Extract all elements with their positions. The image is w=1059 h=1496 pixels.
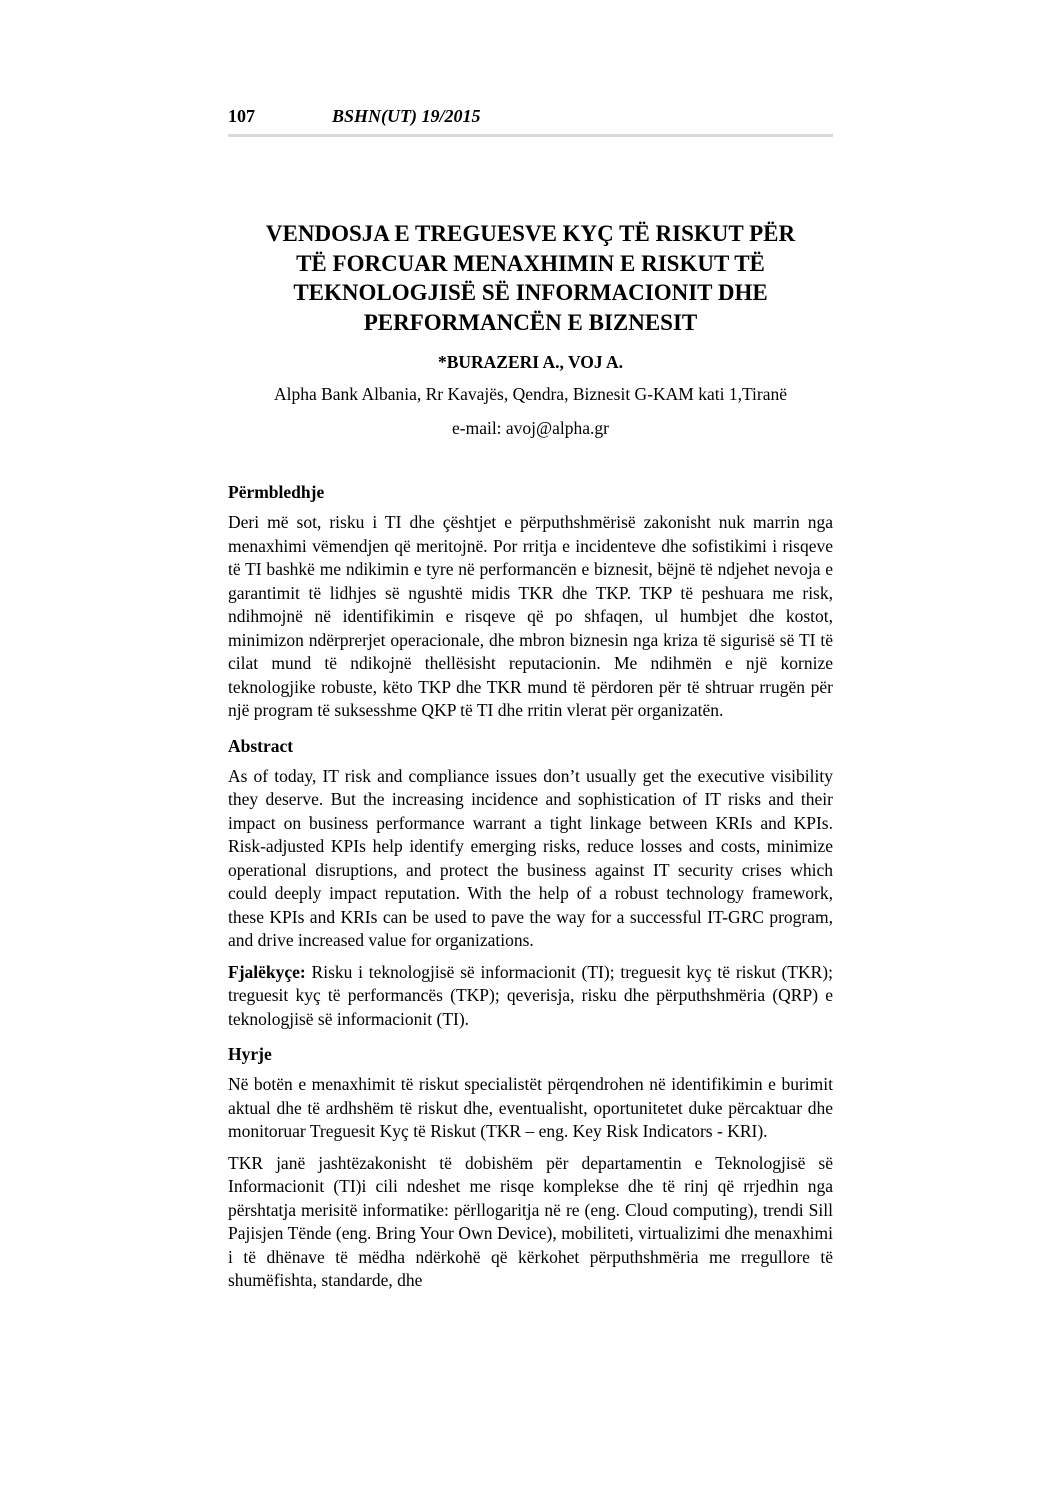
article-title: [228, 219, 833, 337]
section-heading-abstract: Abstract: [228, 735, 294, 756]
header-rule: [228, 134, 833, 137]
page-content: [228, 106, 833, 1293]
keywords-label: Fjalëkyçe:: [228, 961, 306, 982]
title-line-3: TEKNOLOGJISË SË INFORMACIONIT DHE: [293, 280, 768, 305]
page-number: 107: [228, 106, 255, 126]
abstract-body: As of today, IT risk and compliance issues don’t usually get the executive visibility they deserve. But the increasing incidence and sophistication of IT risks and their impact on business performance warrant a tight linkage between KRIs and KPIs. Risk-adjusted KPIs help identify emerging risks, reduce losses and costs, minimize operational disruptions, and protect the business against IT security crises which could deeply impact reputation. With the help of a robust technology framework, these KPIs and KRIs can be used to pave the way for a successful IT-GRC program, and drive increased value for organizations.: [228, 765, 833, 950]
keywords-body: Risku i teknologjisë së informacionit (TI); treguesit kyç të riskut (TKR); treguesit kyç të performancës (TKP); qeverisja, risku dhe përputhshmëria (QRP) e teknologjisë së informacionit (TI).: [228, 961, 833, 1029]
permbledhje-body: Deri më sot, risku i TI dhe çështjet e përputhshmërisë zakonisht nuk marrin nga menaxhimi vëmendjen që meritojnë. Por rritja e incidenteve dhe sofistikimi i risqeve të TI bashkë me ndikimin e tyre në performancën e biznesit, bëjnë të ndjehet nevoja e garantimit të lidhjes së ngushtë midis TKR dhe TKP. TKP të peshuara me risk, ndihmojnë në identifikimin e risqeve që po shfaqen, ul humbjet dhe kostot, minimizon ndërprerjet operacionale, dhe mbron biznesin nga kriza të sigurisë së TI të cilat mund të ndikojnë thellësisht reputacionin. Me ndihmën e një kornize teknologjike robuste, këto TKP dhe TKR mund të përdoren për të shtruar rrugën për një program të suksesshme QKP të TI dhe rritin vlerat për organizatën.: [228, 512, 833, 720]
journal-title: BSHN(UT) 19/2015: [332, 106, 481, 126]
affiliation: Alpha Bank Albania, Rr Kavajës, Qendra, Biznesit G-KAM kati 1,Tiranë: [273, 384, 788, 404]
running-head: [228, 106, 833, 127]
title-line-1: VENDOSJA E TREGUESVE KYÇ TË RISKUT PËR: [265, 221, 796, 246]
section-heading-permbledhje: Përmbledhje: [228, 482, 325, 502]
email-line: e-mail: avoj@alpha.gr: [451, 418, 610, 438]
hyrje-paragraph-2: TKR janë jashtëzakonisht të dobishëm për departamentin e Teknologjisë së Informacionit (TI)i cili ndeshet me risqe komplekse dhe të rinj që rrjedhin nga përshtatja merisitë informatike: përllogaritja në re (eng. Cloud computing), trendi Sill Pajisjen Tënde (eng. Bring Your Own Device), mobiliteti, virtualizimi dhe menaxhimi i të dhënave të mëdha ndërkohë që kërkohet përputhshmëria me rregullore të shumëfishta, standarde, dhe: [228, 1152, 833, 1290]
keywords-paragraph: [228, 961, 833, 1032]
authors: *BURAZERI A., VOJ A.: [437, 352, 624, 372]
hyrje-paragraph-1: Në botën e menaxhimit të riskut specialistët përqendrohen në identifikimin e burimit aktual dhe të ardhshëm të riskut dhe, eventualisht, oportunitetet duke përcaktuar dhe monitoruar Treguesit Kyç të Riskut (TKR – eng. Key Risk Indicators - KRI).: [228, 1074, 833, 1141]
title-line-4: PERFORMANCËN E BIZNESIT: [363, 309, 698, 335]
title-line-2: TË FORCUAR MENAXHIMIN E RISKUT TË: [296, 250, 765, 276]
section-heading-hyrje: Hyrje: [228, 1044, 272, 1064]
